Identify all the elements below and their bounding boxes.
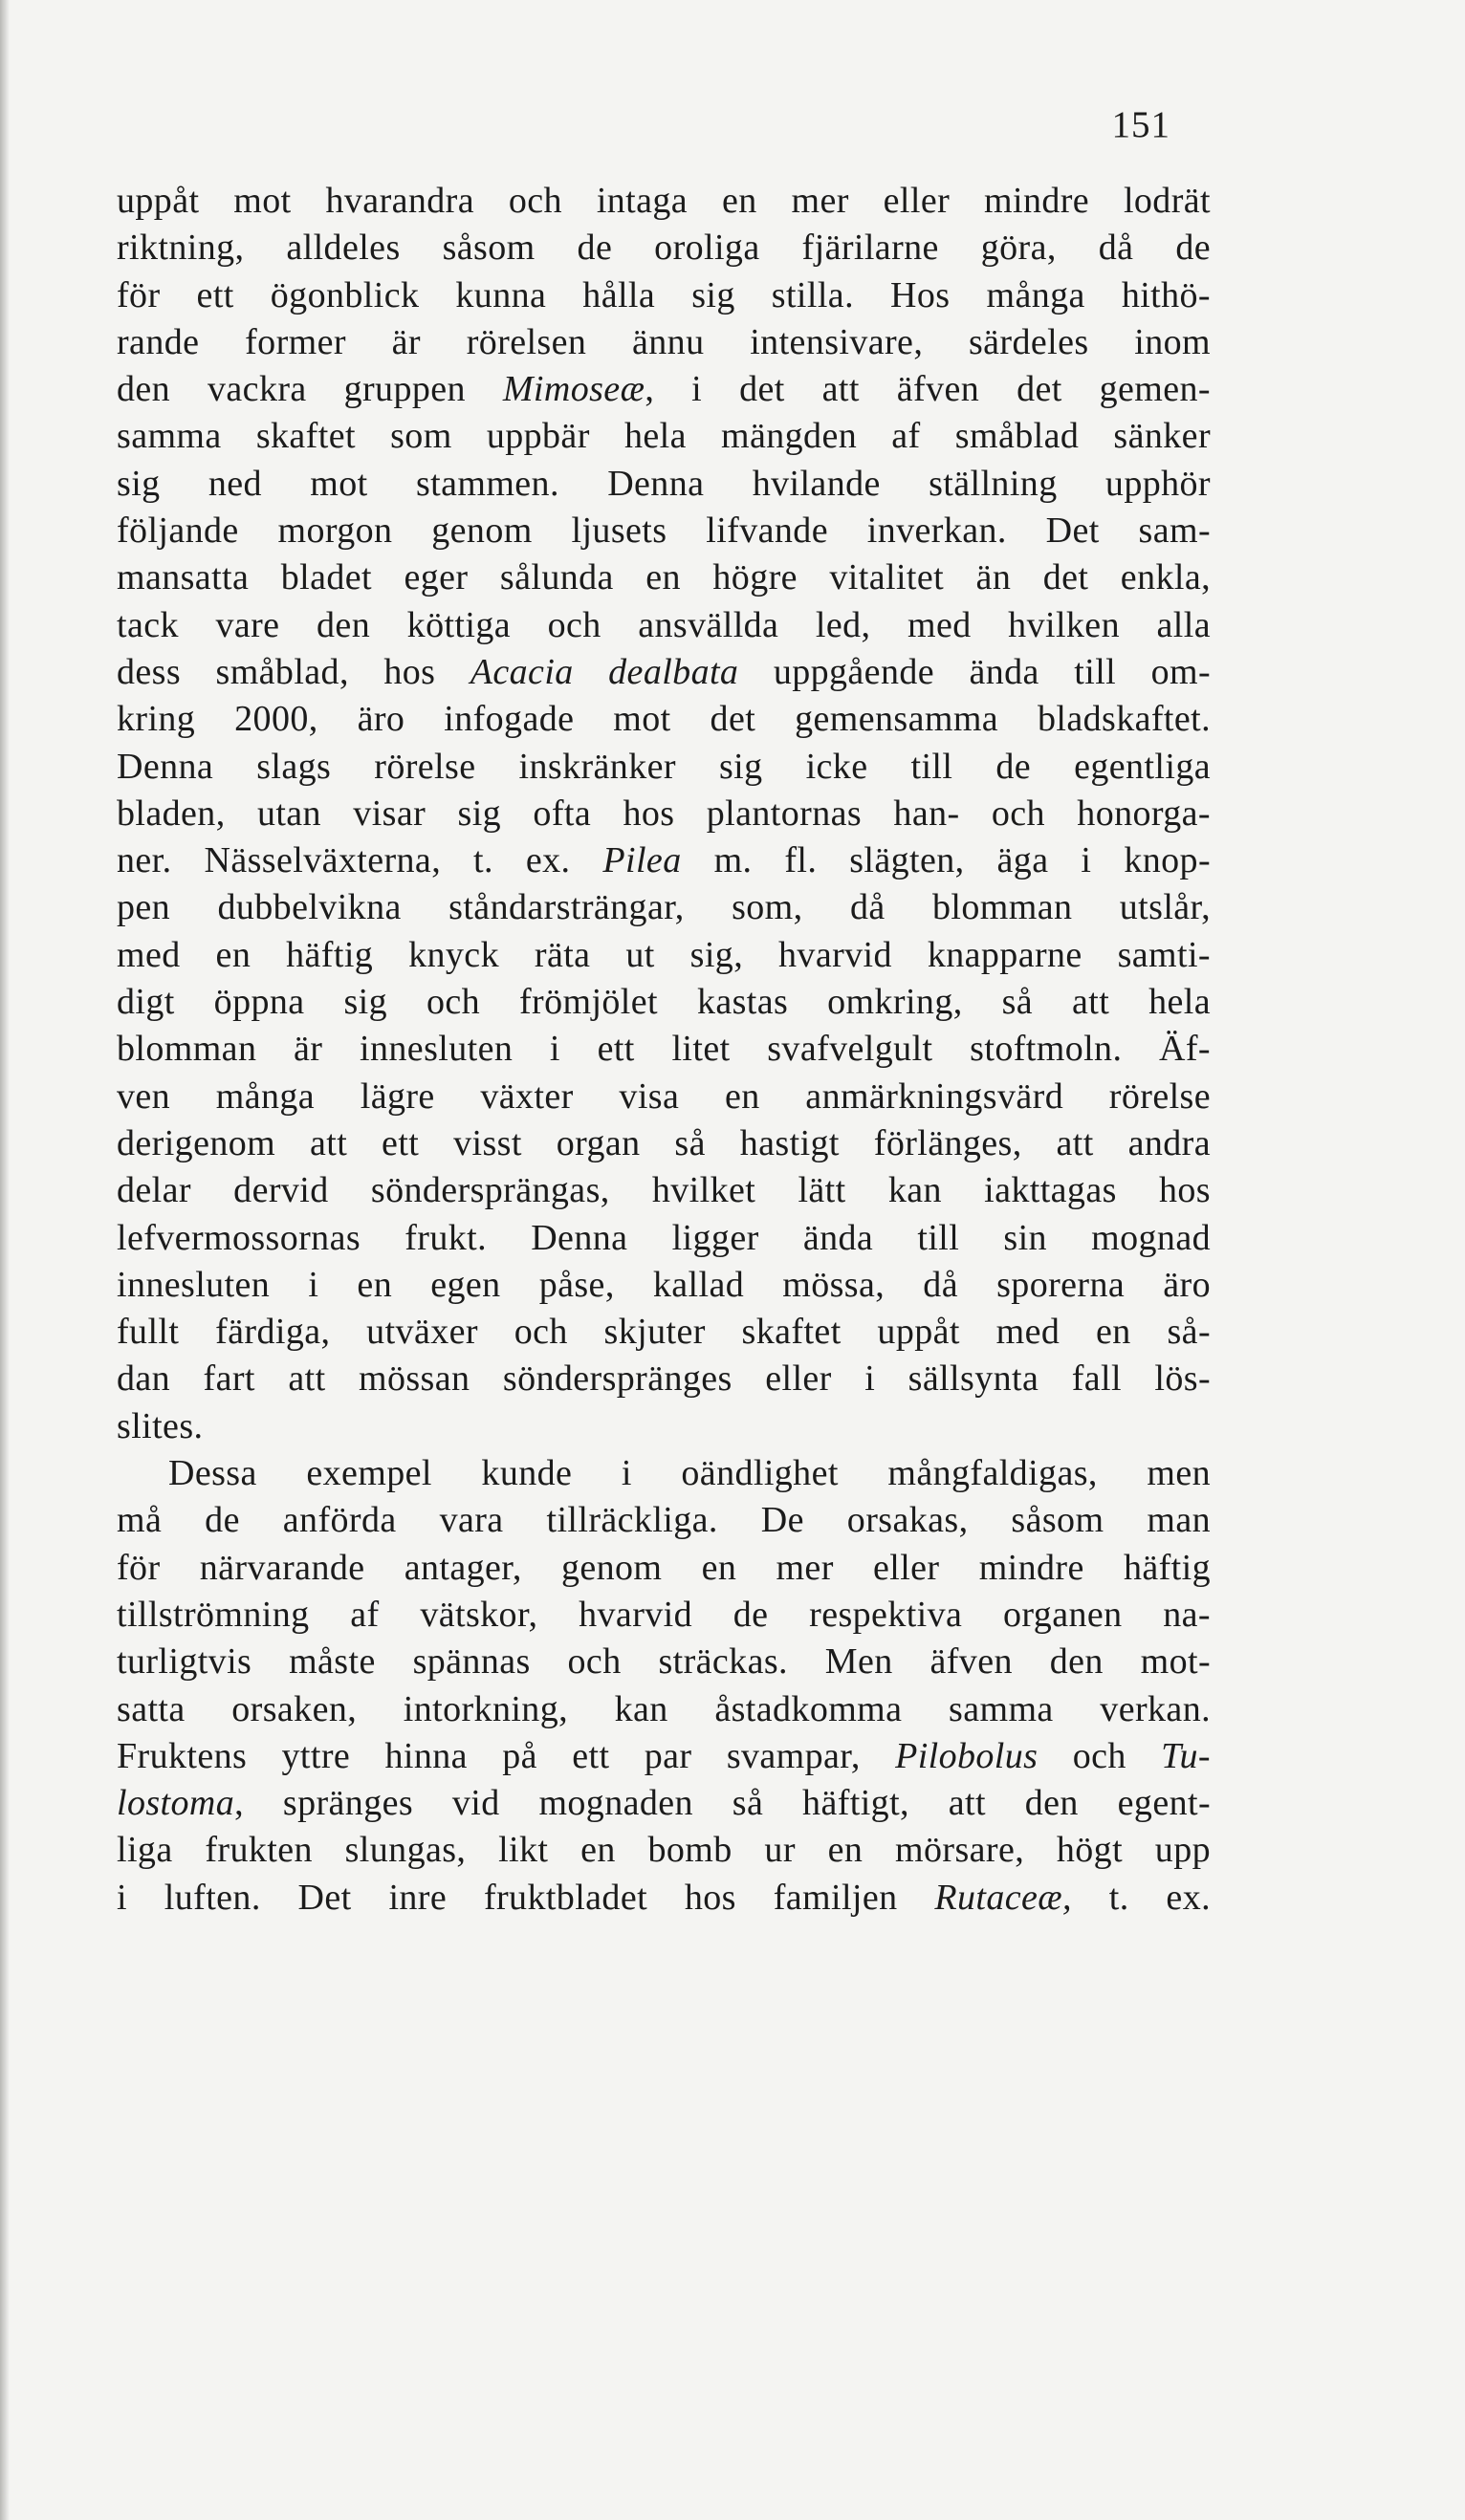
- italic-term: Pilea: [602, 840, 682, 881]
- page-edge-shadow: [0, 0, 10, 2520]
- text-segment: innesluten i en egen påse, kallad mössa, då sporerna äro: [117, 1264, 1211, 1305]
- text-segment: turligtvis måste spännas och sträckas. Men äfven den mot-: [117, 1641, 1211, 1683]
- text-segment: Fruktens yttre hinna på ett par svampar,: [117, 1735, 896, 1776]
- italic-term: Rutaceæ,: [934, 1877, 1072, 1918]
- text-line: [117, 744, 1211, 791]
- text-line: [117, 696, 1211, 743]
- text-segment: slites.: [117, 1405, 204, 1446]
- text-line: [117, 649, 1211, 696]
- text-line: [117, 461, 1211, 508]
- text-segment: följande morgon genom ljusets lifvande inverkan. Det sam-: [117, 511, 1211, 552]
- text-line: [117, 1639, 1211, 1685]
- text-line: [117, 1167, 1211, 1214]
- text-line: [117, 1686, 1211, 1733]
- text-segment: kring 2000, äro infogade mot det gemensamma bladskaftet.: [117, 699, 1211, 740]
- text-segment: derigenom att ett visst organ så hastigt förlänges, att andra: [117, 1122, 1211, 1163]
- text-segment: Dessa exempel kunde i oändlighet mångfaldigas, men: [168, 1453, 1211, 1494]
- text-segment: Denna slags rörelse inskränker sig icke till de egentliga: [117, 746, 1211, 787]
- text-line: [117, 1497, 1211, 1544]
- text-segment: ner. Nässelväxterna, t. ex.: [117, 840, 603, 881]
- text-segment: dan fart att mössan sönderspränges eller i sällsynta fall lös-: [117, 1358, 1211, 1400]
- text-segment: lefvermossornas frukt. Denna ligger ända till sin mognad: [117, 1217, 1211, 1258]
- text-segment: t. ex.: [1071, 1877, 1211, 1918]
- text-segment: och: [1038, 1735, 1162, 1776]
- text-line: [117, 1026, 1211, 1073]
- text-segment: fullt färdiga, utväxer och skjuter skaftet uppåt med en så-: [117, 1312, 1211, 1353]
- text-line: [117, 837, 1211, 884]
- page-number: 151: [1111, 104, 1170, 145]
- text-segment: liga frukten slungas, likt en bomb ur en mörsare, högt upp: [117, 1830, 1211, 1871]
- italic-term: lostoma: [117, 1783, 235, 1824]
- text-line: [117, 1875, 1211, 1922]
- text-line: [117, 1592, 1211, 1639]
- text-line: [117, 1545, 1211, 1592]
- text-line: [117, 791, 1211, 837]
- text-line: [117, 1780, 1211, 1827]
- text-line: [117, 272, 1211, 319]
- text-segment: riktning, alldeles såsom de oroliga fjärilarne göra, då de: [117, 228, 1211, 269]
- text-segment: mansatta bladet eger sålunda en högre vitalitet än det enkla,: [117, 557, 1211, 598]
- text-line: [117, 1215, 1211, 1262]
- text-segment: uppgående ända till om-: [738, 651, 1211, 692]
- text-segment: tillströmning af vätskor, hvarvid de respektiva organen na-: [117, 1594, 1211, 1635]
- text-segment: med en häftig knyck räta ut sig, hvarvid knapparne samti-: [117, 934, 1211, 975]
- text-segment: för närvarande antager, genom en mer eller mindre häftig: [117, 1547, 1211, 1588]
- text-line: [117, 1356, 1211, 1402]
- italic-term: Tu-: [1161, 1735, 1211, 1776]
- text-segment: , i det att äfven det gemen-: [645, 369, 1211, 410]
- text-line: [117, 1074, 1211, 1120]
- italic-term: Acacia dealbata: [470, 651, 739, 692]
- text-line: [117, 1120, 1211, 1167]
- text-line: [117, 1827, 1211, 1874]
- text-line: [117, 508, 1211, 554]
- text-segment: , spränges vid mognaden så häftigt, att den egent-: [234, 1783, 1211, 1824]
- italic-term: Mimoseæ: [502, 369, 645, 410]
- text-segment: pen dubbelvikna ståndarsträngar, som, då blomman utslår,: [117, 887, 1211, 928]
- text-segment: m. fl. slägten, äga i knop-: [681, 840, 1211, 881]
- text-segment: tack vare den köttiga och ansvällda led, med hvilken alla: [117, 604, 1211, 645]
- text-segment: blomman är innesluten i ett litet svafvelgult stoftmoln. Äf-: [117, 1029, 1211, 1070]
- text-line: [117, 319, 1211, 366]
- text-segment: digt öppna sig och frömjölet kastas omkring, så att hela: [117, 982, 1211, 1023]
- italic-term: Pilobolus: [895, 1735, 1039, 1776]
- body-text: [117, 178, 1211, 1922]
- text-segment: i luften. Det inre fruktbladet hos familjen: [117, 1877, 935, 1918]
- text-line: [117, 979, 1211, 1026]
- text-line: [117, 932, 1211, 979]
- text-segment: samma skaftet som uppbär hela mängden af småblad sänker: [117, 416, 1211, 457]
- text-segment: satta orsaken, intorkning, kan åstadkomma samma verkan.: [117, 1688, 1211, 1729]
- text-segment: uppåt mot hvarandra och intaga en mer eller mindre lodrät: [117, 181, 1211, 221]
- text-segment: rande former är rörelsen ännu intensivare, särdeles inom: [117, 321, 1211, 362]
- text-line: [117, 1262, 1211, 1309]
- text-segment: den vackra gruppen: [117, 369, 503, 410]
- text-segment: sig ned mot stammen. Denna hvilande ställning upphör: [117, 463, 1211, 504]
- text-line: [117, 225, 1211, 272]
- text-line: [117, 1403, 1211, 1450]
- text-segment: ven många lägre växter visa en anmärkningsvärd rörelse: [117, 1075, 1211, 1117]
- text-line: [117, 366, 1211, 413]
- text-line: [117, 1309, 1211, 1356]
- text-segment: bladen, utan visar sig ofta hos plantornas han- och honorga-: [117, 793, 1211, 834]
- text-line: [117, 1450, 1211, 1497]
- text-line: [117, 413, 1211, 460]
- text-line: [117, 1733, 1211, 1780]
- text-segment: delar dervid söndersprängas, hvilket lätt kan iakttagas hos: [117, 1170, 1211, 1211]
- text-segment: för ett ögonblick kunna hålla sig stilla. Hos många hithö-: [117, 274, 1211, 315]
- text-line: [117, 178, 1211, 225]
- text-line: [117, 884, 1211, 931]
- text-line: [117, 602, 1211, 649]
- text-line: [117, 554, 1211, 601]
- text-segment: må de anförda vara tillräckliga. De orsakas, såsom man: [117, 1500, 1211, 1541]
- text-segment: dess småblad, hos: [117, 651, 470, 692]
